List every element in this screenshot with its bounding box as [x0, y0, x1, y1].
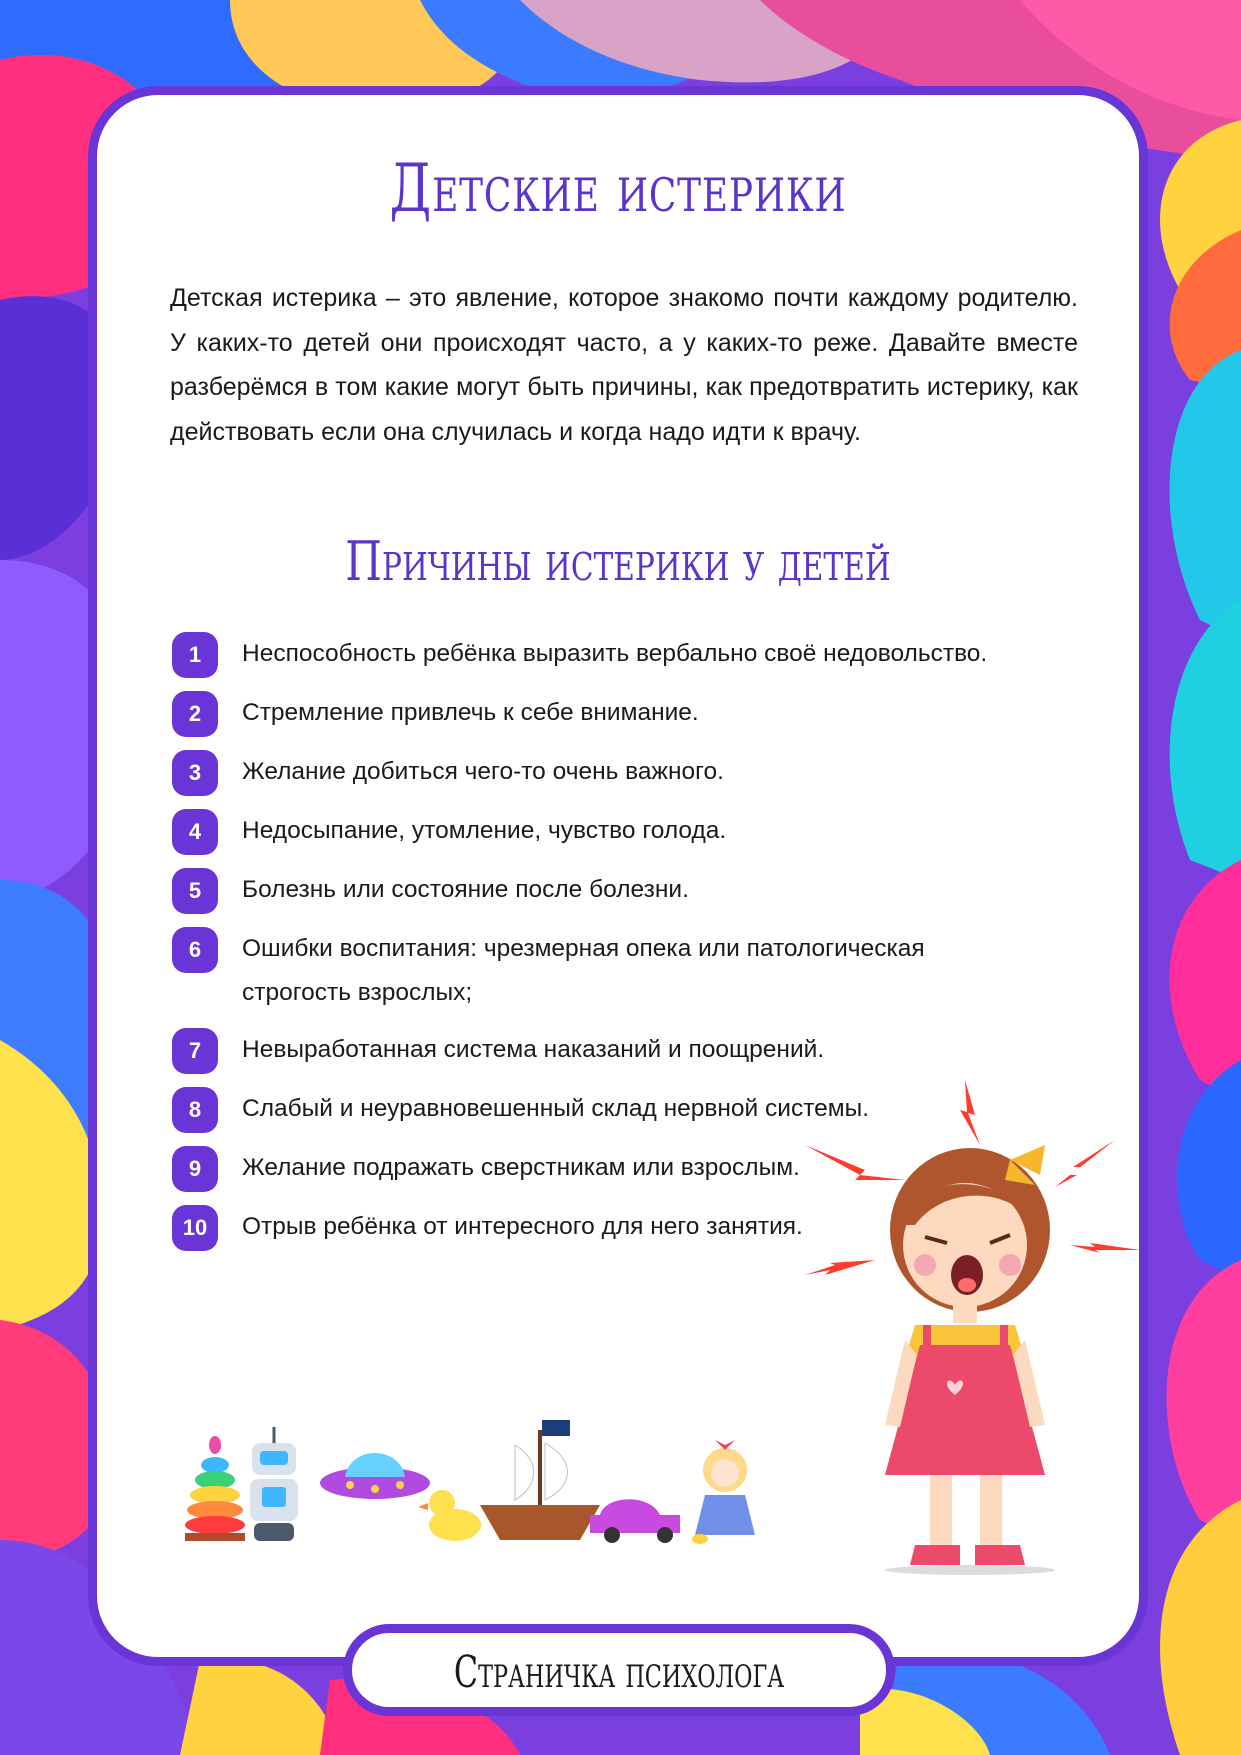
number-badge: 10	[172, 1205, 218, 1251]
list-item	[172, 750, 1072, 794]
footer-badge	[343, 1624, 895, 1716]
causes-heading: Причины истерики у детей	[345, 530, 891, 593]
list-item-text: Болезнь или состояние после болезни.	[242, 876, 689, 903]
number-badge: 6	[172, 927, 218, 973]
list-item-text: Желание добиться чего-то очень важного.	[242, 758, 724, 785]
list-item	[172, 927, 1072, 1015]
number-badge: 1	[172, 632, 218, 678]
list-item	[172, 809, 1072, 853]
number-badge: 4	[172, 809, 218, 855]
number-badge: 3	[172, 750, 218, 796]
number-badge: 5	[172, 868, 218, 914]
crying-girl-illustration	[805, 1075, 1140, 1575]
page-title: Детские истерики	[389, 150, 847, 227]
number-badge: 9	[172, 1146, 218, 1192]
list-item	[172, 868, 1072, 912]
list-item-text: Неспособность ребёнка выразить вербально своё недовольство.	[242, 640, 988, 667]
number-badge: 8	[172, 1087, 218, 1133]
list-item-text: Слабый и неуравновешенный склад нервной системы.	[242, 1095, 870, 1122]
list-item	[172, 691, 1072, 735]
number-badge: 2	[172, 691, 218, 737]
list-item	[172, 1028, 1072, 1072]
list-item	[172, 632, 1072, 676]
footer-title: Страничка психолога	[453, 1647, 785, 1698]
list-item-text: Недосыпание, утомление, чувство голода.	[242, 817, 727, 844]
intro-paragraph: Детская истерика – это явление, которое знакомо почти каждому родителю. У каких-то детей они происходят часто, а у каких-то реже. Давайте вместе разберёмся в том какие могут быть причины, как предотвратить истерику, как действовать если она случилась и когда надо идти к врачу.	[170, 284, 1078, 446]
toys-illustration	[180, 1415, 820, 1555]
list-item-text: Стремление привлечь к себе внимание.	[242, 699, 699, 726]
list-item-text: Желание подражать сверстникам или взрослым.	[242, 1154, 800, 1181]
list-item-text: Отрыв ребёнка от интересного для него занятия.	[242, 1213, 803, 1240]
number-badge: 7	[172, 1028, 218, 1074]
list-item-text: Ошибки воспитания: чрезмерная опека или патологическая строгость взрослых;	[242, 935, 925, 1006]
list-item-text: Невыработанная система наказаний и поощрений.	[242, 1036, 825, 1063]
